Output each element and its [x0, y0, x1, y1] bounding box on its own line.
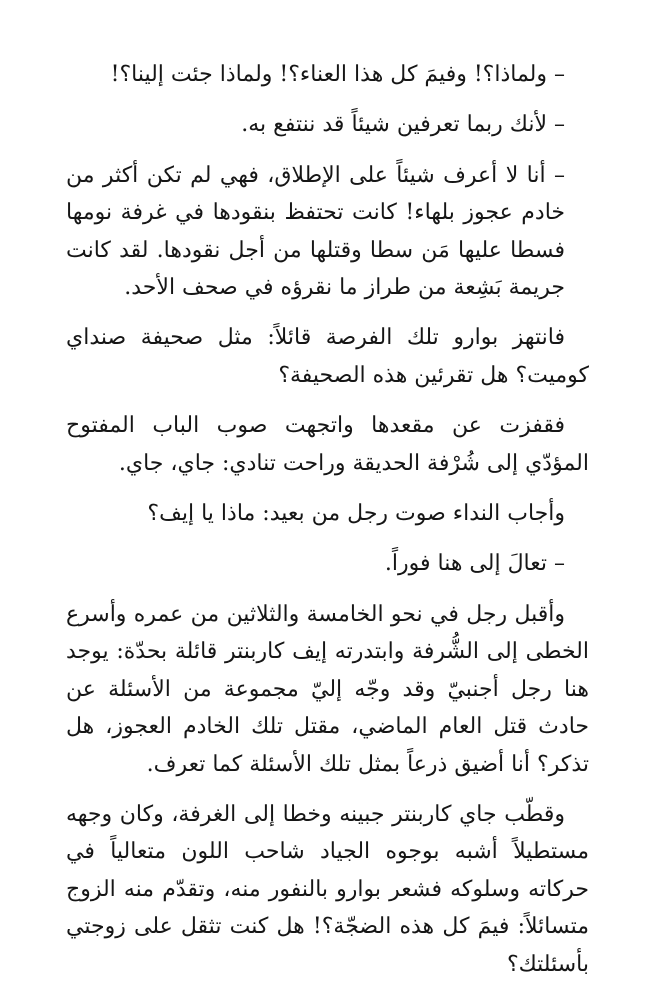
narrative-paragraph-6: وأجاب النداء صوت رجل من بعيد: ماذا يا إيف؟	[147, 501, 565, 527]
narrative-paragraph-5: فقفزت عن مقعدها واتجهت صوب الباب المفتوح المؤدّي إلى شُرْفة الحديقة وراحت تنادي: جاي، جاي.	[66, 413, 589, 476]
narrative-paragraph-8: وأقبل رجل في نحو الخامسة والثلاثين من عمره وأسرع الخطى إلى الشُّرفة وابتدرته إيف كاربنتر قائلة بحدّة: يوجد هنا رجل أجنبيّ وقد وجّه إليّ مجموعة من الأسئلة عن حادث قتل العام الماضي، مقتل تلك الخادم العجوز، هل تذكر؟ أنا أضيق ذرعاً بمثل تلك الأسئلة كما تعرف.	[66, 601, 589, 777]
dialogue-paragraph-2: – لأنك ربما تعرفين شيئاً قد ننتفع به.	[241, 112, 565, 138]
narrative-paragraph-9: وقطّب جاي كاربنتر جبينه وخطا إلى الغرفة، وكان وجهه مستطيلاً أشبه بوجوه الجياد شاحب اللون متعالياً في حركاته وسلوكه فشعر بوارو بالنفور منه، وتقدّم منه الزوج متسائلاً: فيمَ كل هذه الضجّة؟! هل كنت تثقل على زوجتي بأسئلتك؟	[66, 801, 589, 977]
dialogue-paragraph-7: – تعالَ إلى هنا فوراً.	[384, 551, 565, 577]
dialogue-paragraph-1: – ولماذا؟! وفيمَ كل هذا العناء؟! ولماذا جئت إلينا؟!	[110, 62, 565, 87]
narrative-paragraph-4: فانتهز بوارو تلك الفرصة قائلاً: مثل صحيفة صنداي كوميت؟ هل تقرئين هذه الصحيفة؟	[66, 325, 589, 388]
dialogue-paragraph-3: – أنا لا أعرف شيئاً على الإطلاق، فهي لم تكن أكثر من خادم عجوز بلهاء! كانت تحتفظ بنقودها في غرفة نومها فسطا عليها مَن سطا وقتلها من أجل نقودها. لقد كانت جريمة بَشِعة من طراز ما نقرؤه في صحف الأحد.	[66, 162, 565, 301]
